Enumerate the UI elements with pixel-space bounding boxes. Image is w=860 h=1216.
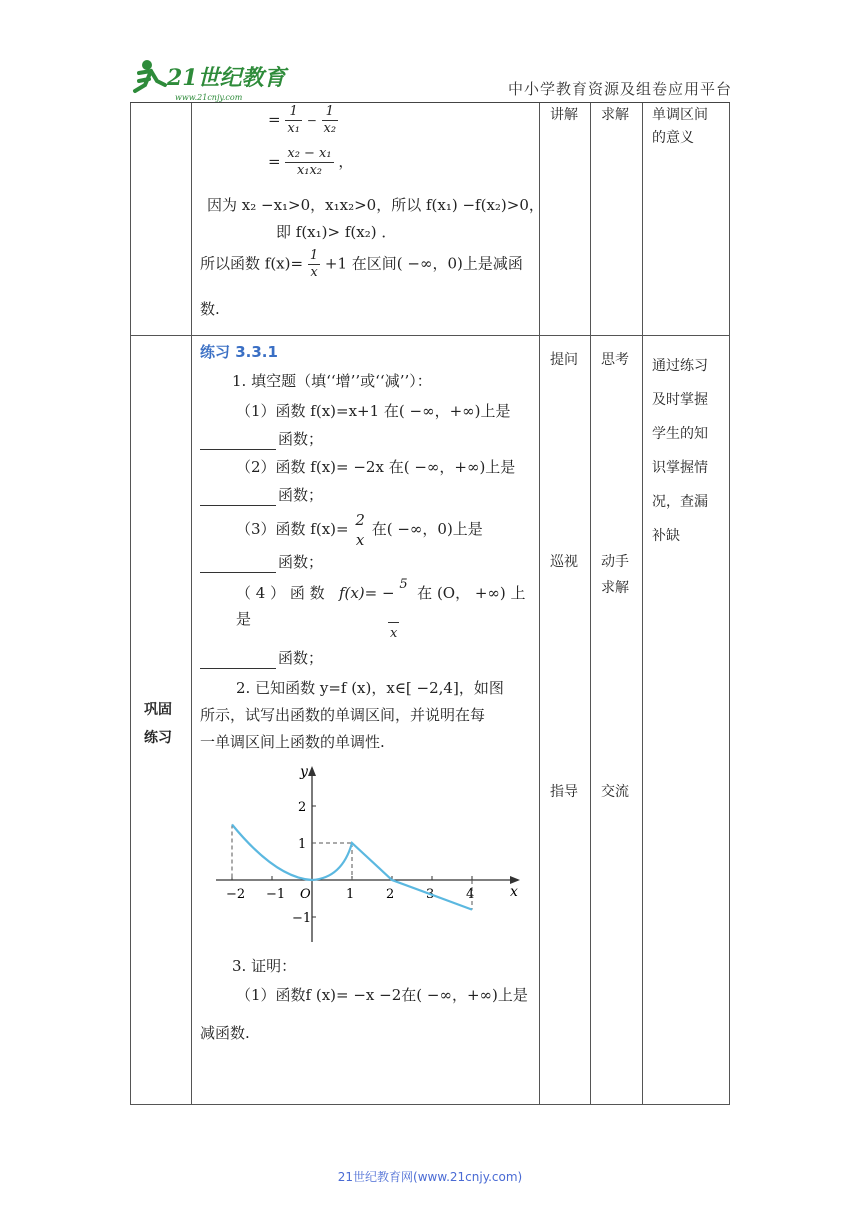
x-axis-arrow: [510, 876, 520, 884]
student-activity-solve: 求解: [601, 580, 629, 596]
student-activity-exchange: 交流: [601, 784, 629, 800]
y-tick-label: 1: [298, 837, 307, 852]
y-tick-label: −1: [292, 911, 312, 926]
intent-line-2: 及时掌握: [652, 392, 708, 408]
x-tick-label: 4: [466, 887, 475, 902]
question-1-2: （2）函数 f(x)= −2x 在( −∞，+∞)上是: [236, 458, 516, 476]
question-1-1-answer: 函数；: [200, 428, 323, 450]
teacher-activity-guide: 指导: [550, 784, 578, 800]
intent-line-1: 通过练习: [652, 358, 708, 374]
question-1-3-answer: 函数；: [200, 551, 323, 573]
question-1-1: （1）函数 f(x)=x+1 在( −∞，+∞)上是: [236, 402, 511, 420]
intent-line-4: 识掌握情: [652, 460, 708, 476]
y-tick-label: 2: [298, 800, 307, 815]
question-2-line-1: 2. 已知函数 y=f (x)，x∈[ −2,4]，如图: [236, 679, 504, 697]
x-axis-label: x: [510, 884, 518, 900]
summary-line: 所以函数 f(x)= $\frac{1}{x}$ +1 在区间( −∞，0)上是减函: [200, 248, 523, 280]
intent-line-1: 单调区间: [652, 107, 708, 123]
step-line-2: = $\frac{\text{x₂ − x₁}}{\text{x₁x₂}}$ ，: [268, 146, 354, 178]
question-1-3: （3）函数 f(x)= 2 x 在( −∞，0)上是: [236, 511, 483, 549]
teacher-activity-patrol: 巡视: [550, 554, 578, 570]
practice-title: 练习 3.3.1: [200, 343, 278, 361]
table-col-divider: [191, 103, 192, 1105]
question-3: 3. 证明：: [232, 957, 297, 975]
intent-line-3: 学生的知: [652, 426, 708, 442]
x-tick-label: 1: [346, 887, 355, 902]
row-label-line-1: 巩固: [144, 702, 172, 718]
step-line-1: = $\frac{1}{\text{x₁}}$ − $\frac{1}{\text{x₂}}$: [268, 104, 337, 136]
x-tick-label: 3: [426, 887, 435, 902]
teacher-activity-ask: 提问: [550, 352, 578, 368]
logo-url: www.21cnjy.com: [175, 93, 243, 102]
table-border-bottom: [130, 1104, 730, 1105]
logo-text: 21世纪教育: [167, 65, 286, 91]
summary-line-end: 数.: [200, 300, 220, 318]
table-border-right: [729, 103, 730, 1105]
question-2-line-2: 所示，试写出函数的单调区间，并说明在每: [200, 706, 486, 724]
reason-line: 因为 x₂ −x₁>0，x₁x₂>0，所以 f(x₁) −f(x₂)>0，: [207, 196, 544, 214]
y-axis-arrow: [308, 766, 316, 776]
row-label-line-2: 练习: [144, 730, 172, 746]
x-tick-label: −2: [226, 887, 246, 902]
logo: [125, 55, 295, 105]
answer-blank[interactable]: [200, 558, 276, 573]
teacher-activity: 讲解: [550, 107, 578, 123]
question-1-4-cont: 是: [236, 610, 252, 628]
student-activity-think: 思考: [601, 352, 629, 368]
question-1: 1. 填空题（填‘‘增’’或‘‘减’’）：: [232, 372, 432, 390]
question-2-line-3: 一单调区间上函数的单调性.: [200, 733, 385, 751]
intent-line-6: 补缺: [652, 528, 680, 544]
function-graph: [208, 758, 528, 948]
x-tick-label: 2: [386, 887, 395, 902]
header-rule: [130, 102, 730, 103]
origin-label: O: [300, 887, 311, 902]
intent-line-2: 的意义: [652, 130, 694, 146]
fraction-denominator: x: [388, 622, 399, 645]
y-axis-label: y: [300, 764, 308, 780]
table-row-divider: [130, 335, 730, 336]
table-col-divider: [642, 103, 643, 1105]
answer-blank[interactable]: [200, 491, 276, 506]
answer-blank[interactable]: [200, 435, 276, 450]
question-1-2-answer: 函数；: [200, 484, 323, 506]
platform-title: 中小学教育资源及组卷应用平台: [507, 80, 732, 98]
student-activity: 求解: [601, 107, 629, 123]
student-activity-hands: 动手: [601, 554, 629, 570]
table-col-divider: [539, 103, 540, 1105]
intent-line-5: 况，查漏: [652, 494, 708, 510]
question-3-1-end: 减函数.: [200, 1024, 250, 1042]
table-col-divider: [590, 103, 591, 1105]
table-border-left: [130, 103, 131, 1105]
footer: 21世纪教育网(www.21cnjy.com): [337, 1170, 523, 1184]
answer-blank[interactable]: [200, 654, 276, 669]
x-tick-label: −1: [266, 887, 286, 902]
question-3-1: （1）函数f (x)= −x −2在( −∞，+∞)上是: [236, 986, 528, 1004]
conclusion-line: 即 f(x₁)> f(x₂) ．: [276, 223, 397, 241]
question-1-4: （ 4 ） 函 数 f(x)= − 5 在 (O， +∞) 上: [236, 577, 526, 602]
question-1-4-answer: 函数；: [200, 647, 323, 669]
